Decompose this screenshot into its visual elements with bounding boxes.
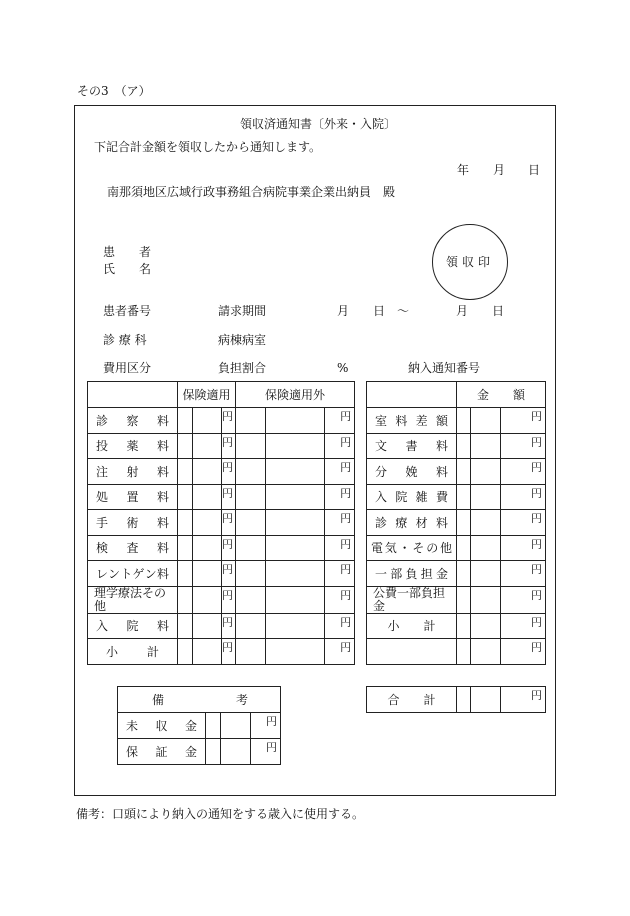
row-label-hospital-misc: 入院雑費 [367,484,457,510]
row-label-copayment: 一部負担金 [367,561,457,587]
addressee: 南那須地区広域行政事務組合病院事業企業出納員 殿 [107,185,396,199]
yen-unit: 円 [325,433,355,459]
row-label-deposit: 保証金 [118,739,206,765]
yen-unit: 円 [222,613,236,639]
period-day-1: 日 〜 [373,304,410,318]
footer-note: 備考：口頭により納入の通知をする歳入に使用する。 [76,807,365,821]
yen-unit: 円 [501,639,546,665]
other-fee-table [366,381,546,665]
yen-unit: 円 [501,613,546,639]
yen-unit: 円 [222,535,236,561]
yen-unit: 円 [501,408,546,434]
row-label-room-difference: 室料差額 [367,408,457,434]
form-number: その3 （ア） [77,84,151,98]
row-label-public-copayment: 公費一部負担金 [367,586,457,613]
yen-unit: 円 [501,535,546,561]
ward-label: 病棟病室 [218,333,267,347]
header-insured: 保険適用 [178,382,236,408]
yen-unit: 円 [501,433,546,459]
row-label-injection: 注射料 [88,459,178,485]
period-month-1: 月 [337,304,350,318]
row-label-document: 文書料 [367,433,457,459]
yen-unit: 円 [222,459,236,485]
yen-unit: 円 [501,484,546,510]
yen-unit: 円 [501,510,546,536]
billing-period-label: 請求期間 [218,304,267,318]
total-table [366,686,546,713]
patient-number-label: 患者番号 [103,304,152,318]
yen-unit: 円 [222,586,236,613]
row-label-xray: レントゲン料 [88,561,178,587]
row-label-right-subtotal: 小 計 [367,613,457,639]
row-label-medical-materials: 診療材料 [367,510,457,536]
row-label-medication: 投薬料 [88,433,178,459]
remarks-table [117,686,281,765]
yen-unit: 円 [325,459,355,485]
row-label-subtotal: 小計 [88,639,178,665]
date-month: 月 [493,163,506,177]
remarks-header [118,687,281,713]
receipt-stamp-circle [432,224,508,300]
patient-label-1: 患 者 [103,245,152,259]
yen-unit: 円 [325,484,355,510]
yen-unit: 円 [501,459,546,485]
receipt-stamp-label: 領収印 [445,255,494,269]
yen-unit: 円 [325,535,355,561]
period-day-2: 日 [492,304,505,318]
yen-unit: 円 [325,586,355,613]
yen-unit: 円 [222,561,236,587]
yen-unit: 円 [222,639,236,665]
payment-notice-number-label: 納入通知番号 [408,361,481,375]
department-label: 診 療 科 [103,333,147,347]
insurance-fee-table [87,381,355,665]
remarks-header-right: 考 [236,693,249,707]
row-label-treatment: 処置料 [88,484,178,510]
row-label-electricity-other: 電気・その他 [367,535,457,561]
table-corner [88,382,178,408]
percent-sign: % [337,361,349,375]
date-year: 年 [457,163,470,177]
date-day: 日 [528,163,541,177]
notice-title: 領収済通知書〔外来・入院〕 [240,117,397,131]
burden-ratio-label: 負担割合 [218,361,267,375]
yen-unit: 円 [501,586,546,613]
yen-unit: 円 [325,408,355,434]
yen-unit: 円 [501,561,546,587]
row-label-consultation: 診察料 [88,408,178,434]
row-label-examination: 検査料 [88,535,178,561]
yen-unit: 円 [325,613,355,639]
yen-unit: 円 [222,433,236,459]
total-label: 合 計 [367,687,457,713]
table-corner [367,382,457,408]
row-label-hospitalization: 入院料 [88,613,178,639]
header-uninsured: 保険適用外 [236,382,355,408]
row-label-surgery: 手術料 [88,510,178,536]
yen-unit: 円 [222,484,236,510]
yen-unit: 円 [501,687,546,713]
yen-unit: 円 [251,713,281,739]
remarks-header-left: 備 [152,693,165,707]
row-label-delivery: 分娩料 [367,459,457,485]
yen-unit: 円 [325,639,355,665]
yen-unit: 円 [325,510,355,536]
yen-unit: 円 [222,408,236,434]
row-label-uncollected: 未収金 [118,713,206,739]
patient-label-2: 氏 名 [103,262,152,276]
yen-unit: 円 [325,561,355,587]
notice-intro: 下記合計金額を領収したから通知します。 [94,140,322,154]
yen-unit: 円 [222,510,236,536]
row-label-blank [367,639,457,665]
row-label-physical-therapy: 理学療法その他 [88,586,178,613]
header-amount: 金 額 [457,382,546,408]
yen-unit: 円 [251,739,281,765]
cost-category-label: 費用区分 [103,361,152,375]
period-month-2: 月 [456,304,469,318]
